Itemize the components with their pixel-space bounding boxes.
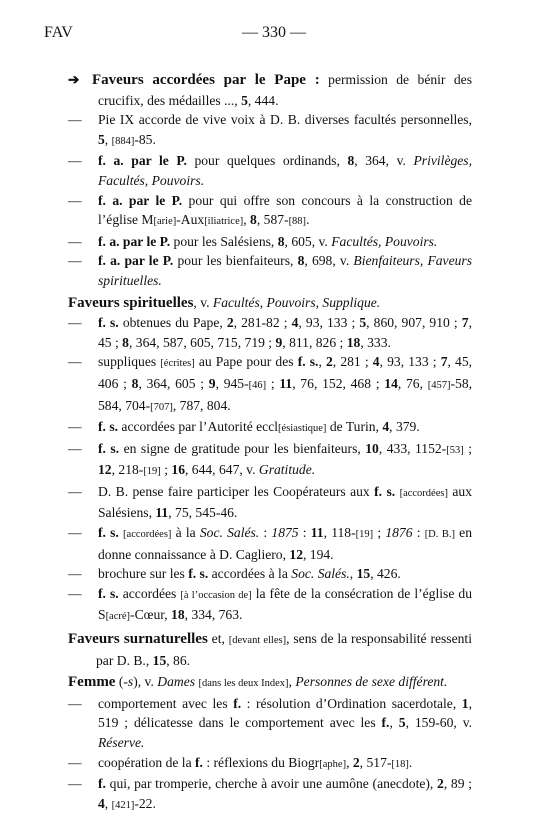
entry-text: f. qui, par tromperie, cherche à avoir une aumône (anecdote), 2, 89 ; 4, [421]-22. [98, 776, 472, 811]
index-heading [0, 293, 548, 314]
dash-icon: — [68, 419, 82, 435]
index-subentry [0, 417, 548, 439]
dash-icon: — [68, 483, 82, 499]
index-subentry [0, 232, 548, 252]
entry-text: Faveurs accordées par le Pape : permission de bénir des crucifix, des médailles ..., 5, 444. [92, 72, 473, 108]
entry-text: Pie IX accorde de vive voix à D. B. diverses facultés personnelles, 5, [884]-85. [98, 112, 472, 147]
entry-text: f. a. par le P. pour qui offre son concours à la construction de l’église M[arie]-Aux[iliatrice], 8, 587-[88]. [98, 192, 472, 228]
index-heading [0, 672, 548, 694]
index-subentry [0, 151, 548, 190]
entry-text: f. a. par le P. pour quelques ordinands, 8, 364, v. Privilèges, Facultés, Pouvoirs. [98, 153, 472, 188]
dash-icon: — [68, 253, 82, 269]
index-subentry [0, 564, 548, 584]
index-subentry [0, 70, 548, 110]
dash-icon: — [68, 585, 82, 601]
index-subentry [0, 753, 548, 775]
dash-icon: — [68, 192, 82, 208]
dash-icon: — [68, 566, 82, 582]
index-subentry [0, 352, 548, 417]
entry-text: f. a. par le P. pour les bienfaiteurs, 8, 698, v. Bienfaiteurs, Faveurs spirituelles. [98, 253, 472, 288]
entry-text: coopération de la f. : réflexions du Biogr[aphe], 2, 517-[18]. [98, 754, 413, 770]
dash-icon: — [68, 354, 82, 370]
dash-icon: — [68, 112, 82, 128]
index-subentry [0, 584, 548, 627]
index-subentry [0, 313, 548, 352]
index-subentry [0, 191, 548, 232]
dash-icon: — [68, 315, 82, 331]
entry-text: f. s. en signe de gratitude pour les bienfaiteurs, 10, 433, 1152-[53] ; 12, 218-[19] ; 16, 644, 647, v. Gratitude. [98, 440, 472, 478]
dash-icon: — [68, 440, 82, 456]
page-number: — 330 — [242, 24, 306, 41]
dash-icon: — [68, 525, 82, 541]
entry-text: Faveurs spirituelles, v. Facultés, Pouvoirs, Supplique. [68, 294, 381, 311]
entry-text: f. s. obtenues du Pape, 2, 281-82 ; 4, 93, 133 ; 5, 860, 907, 910 ; 7, 45 ; 8, 364, 587, 605, 715, 719 ; 9, 811, 826 ; 18, 333. [98, 315, 472, 350]
dash-icon: — [68, 153, 82, 169]
entry-text: Femme (-s), v. Dames [dans les deux Index], Personnes de sexe différent. [68, 674, 448, 691]
index-subentry [0, 482, 548, 523]
index-subentry [0, 694, 548, 753]
entry-text: f. s. accordées par l’Autorité eccl[ésiastique] de Turin, 4, 379. [98, 419, 420, 435]
entry-text: Faveurs surnaturelles et, [devant elles], sens de la responsabilité ressenti par D. B., 15, 86. [68, 631, 472, 668]
index-subentry [0, 774, 548, 815]
index-subentry [0, 110, 548, 151]
entry-text: brochure sur les f. s. accordées à la Soc. Salés., 15, 426. [98, 566, 401, 582]
dash-icon: — [68, 695, 82, 711]
index-heading [0, 629, 548, 670]
entry-text: D. B. pense faire participer les Coopérateurs aux f. s. [accordées] aux Salésiens, 11, 75, 545-46. [98, 483, 473, 521]
arrow-icon: ➔ [68, 72, 80, 87]
index-subentry [0, 251, 548, 290]
dash-icon: — [68, 233, 82, 249]
index-subentry [0, 523, 548, 564]
dash-icon: — [68, 754, 82, 770]
index-subentry [0, 439, 548, 482]
entry-text: suppliques [écrites] au Pape pour des f. s., 2, 281 ; 4, 93, 133 ; 7, 45, 406 ; 8, 364, 605 ; 9, 945-[46] ; 11, 76, 152, 468 ; 14, 76, [457]-58, 584, 704-[707], 787, 804. [98, 354, 473, 413]
index-entries [0, 70, 548, 815]
running-head: FAV [44, 24, 73, 41]
entry-text: comportement avec les f. : résolution d’Ordination sacerdotale, 1, 519 ; délicatesse dans le comportement avec les f., 5, 159-60, v. Réserve. [98, 695, 473, 750]
entry-text: f. a. par le P. pour les Salésiens, 8, 605, v. Facultés, Pouvoirs. [98, 233, 438, 249]
dash-icon: — [68, 776, 82, 792]
entry-text: f. s. accordées [à l’occasion de] la fête de la consécration de l’église du S[acré]-Cœur, 18, 334, 763. [98, 585, 472, 623]
entry-text: f. s. [accordées] à la Soc. Salés. : 1875 : 11, 118-[19] ; 1876 : [D. B.] en donne connaissance à D. Cagliero, 12, 194. [98, 525, 472, 562]
